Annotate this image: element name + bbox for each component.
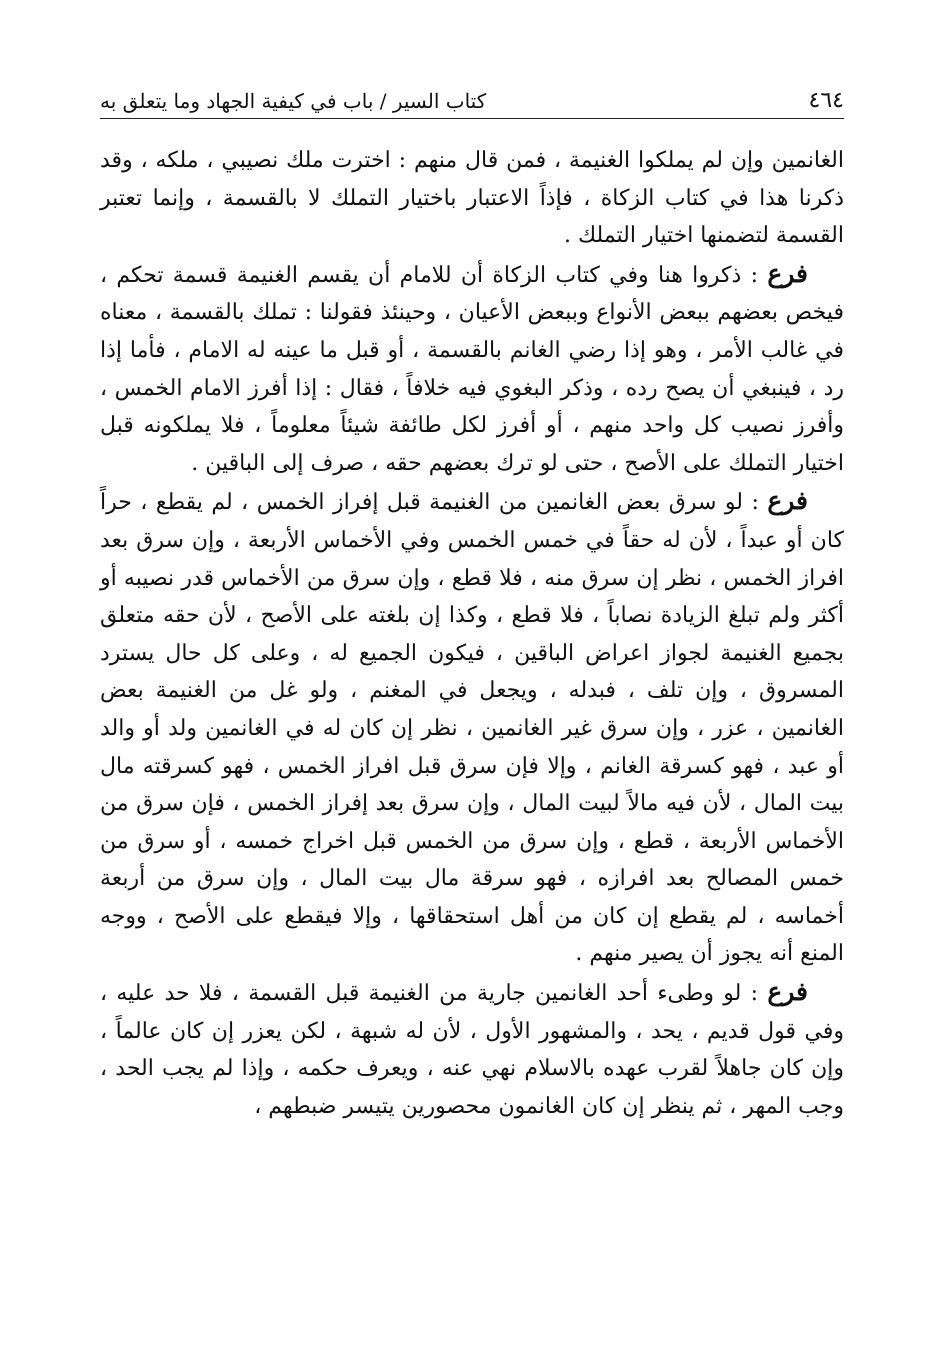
page-body	[100, 142, 844, 1125]
page-number: ٤٦٤	[808, 88, 844, 113]
paragraph-far-2	[100, 482, 844, 973]
paragraph-far-1	[100, 255, 844, 483]
paragraph-far-3	[100, 973, 844, 1125]
paragraph-text: : ذكروا هنا وفي كتاب الزكاة أن للامام أن يقسم الغنيمة قسمة تحكم ، فيخص بعضهم ببعض الأنواع وببعض الأعيان ، وحينئذ فقولنا : تملك بالقسمة ، معناه في غالب الأمر ، وهو إذا رضي الغانم بالقسمة ، أو قبل ما عينه له الامام ، فأما إذا رد ، فينبغي أن يصح رده ، وذكر البغوي فيه خلافاً ، فقال : إذا أفرز الامام الخمس ، وأفرز نصيب كل واحد منهم ، أو أفرز لكل طائفة شيئاً معلوماً ، فلا يملكونه قبل اختيار التملك على الأصح ، حتى لو ترك بعضهم حقه ، صرف إلى الباقين .	[100, 262, 844, 476]
header-divider	[100, 118, 844, 119]
paragraph-continuation	[100, 142, 844, 255]
paragraph-text: الغانمين وإن لم يملكوا الغنيمة ، فمن قال منهم : اخترت ملك نصيبي ، ملكه ، وقد ذكرنا هذا في كتاب الزكاة ، فإذاً الاعتبار باختيار التملك لا بالقسمة ، وإنما تعتبر القسمة لتضمنها اختيار التملك .	[100, 148, 844, 249]
paragraph-text: : لو سرق بعض الغانمين من الغنيمة قبل إفراز الخمس ، لم يقطع ، حراً كان أو عبداً ، لأن له حقاً في خمس الخمس وفي الأخماس الأربعة ، وإن سرق بعد افراز الخمس ، نظر إن سرق منه ، فلا قطع ، وإن سرق من الأخماس قدر نصيبه أو أكثر ولم تبلغ الزيادة نصاباً ، فلا قطع ، وكذا إن بلغته على الأصح ، لأن حقه متعلق بجميع الغنيمة لجواز اعراض الباقين ، فيكون الجميع له ، وعلى كل حال يسترد المسروق ، وإن تلف ، فبدله ، ويجعل في المغنم ، ولو غل من الغنيمة بعض الغانمين ، عزر ، وإن سرق غير الغانمين ، نظر إن كان له في الغانمين ولد أو والد أو عبد ، فهو كسرقة الغانم ، وإلا فإن سرق قبل افراز الخمس ، فهو كسرقته مال بيت المال ، لأن فيه مالاً لبيت المال ، وإن سرق بعد إفراز الخمس ، فإن سرق من الأخماس الأربعة ، قطع ، وإن سرق من الخمس قبل اخراج خمسه ، أو سرق من خمس المصالح بعد افرازه ، فهو سرقة مال بيت المال ، وإن سرق من أربعة أخماسه ، لم يقطع إن كان من أهل استحقاقها ، وإلا فيقطع على الأصح ، ووجه المنع أنه يجوز أن يصير منهم .	[100, 490, 845, 967]
section-term: فرع	[767, 977, 808, 1007]
section-term: فرع	[767, 258, 808, 288]
paragraph-text: : لو وطىء أحد الغانمين جارية من الغنيمة قبل القسمة ، فلا حد عليه ، وفي قول قديم ، يحد ، والمشهور الأول ، لأن له شبهة ، لكن يعزر إن كان عالماً ، وإن كان جاهلاً لقرب عهده بالاسلام نهي عنه ، ويعرف حكمه ، وإذا لم يجب الحد ، وجب المهر ، ثم ينظر إن كان الغانمون محصورين يتيسر ضبطهم ،	[100, 981, 844, 1119]
section-term: فرع	[767, 486, 808, 516]
page-header	[100, 78, 844, 116]
running-title: كتاب السير / باب في كيفية الجهاد وما يتعلق به	[100, 89, 487, 113]
